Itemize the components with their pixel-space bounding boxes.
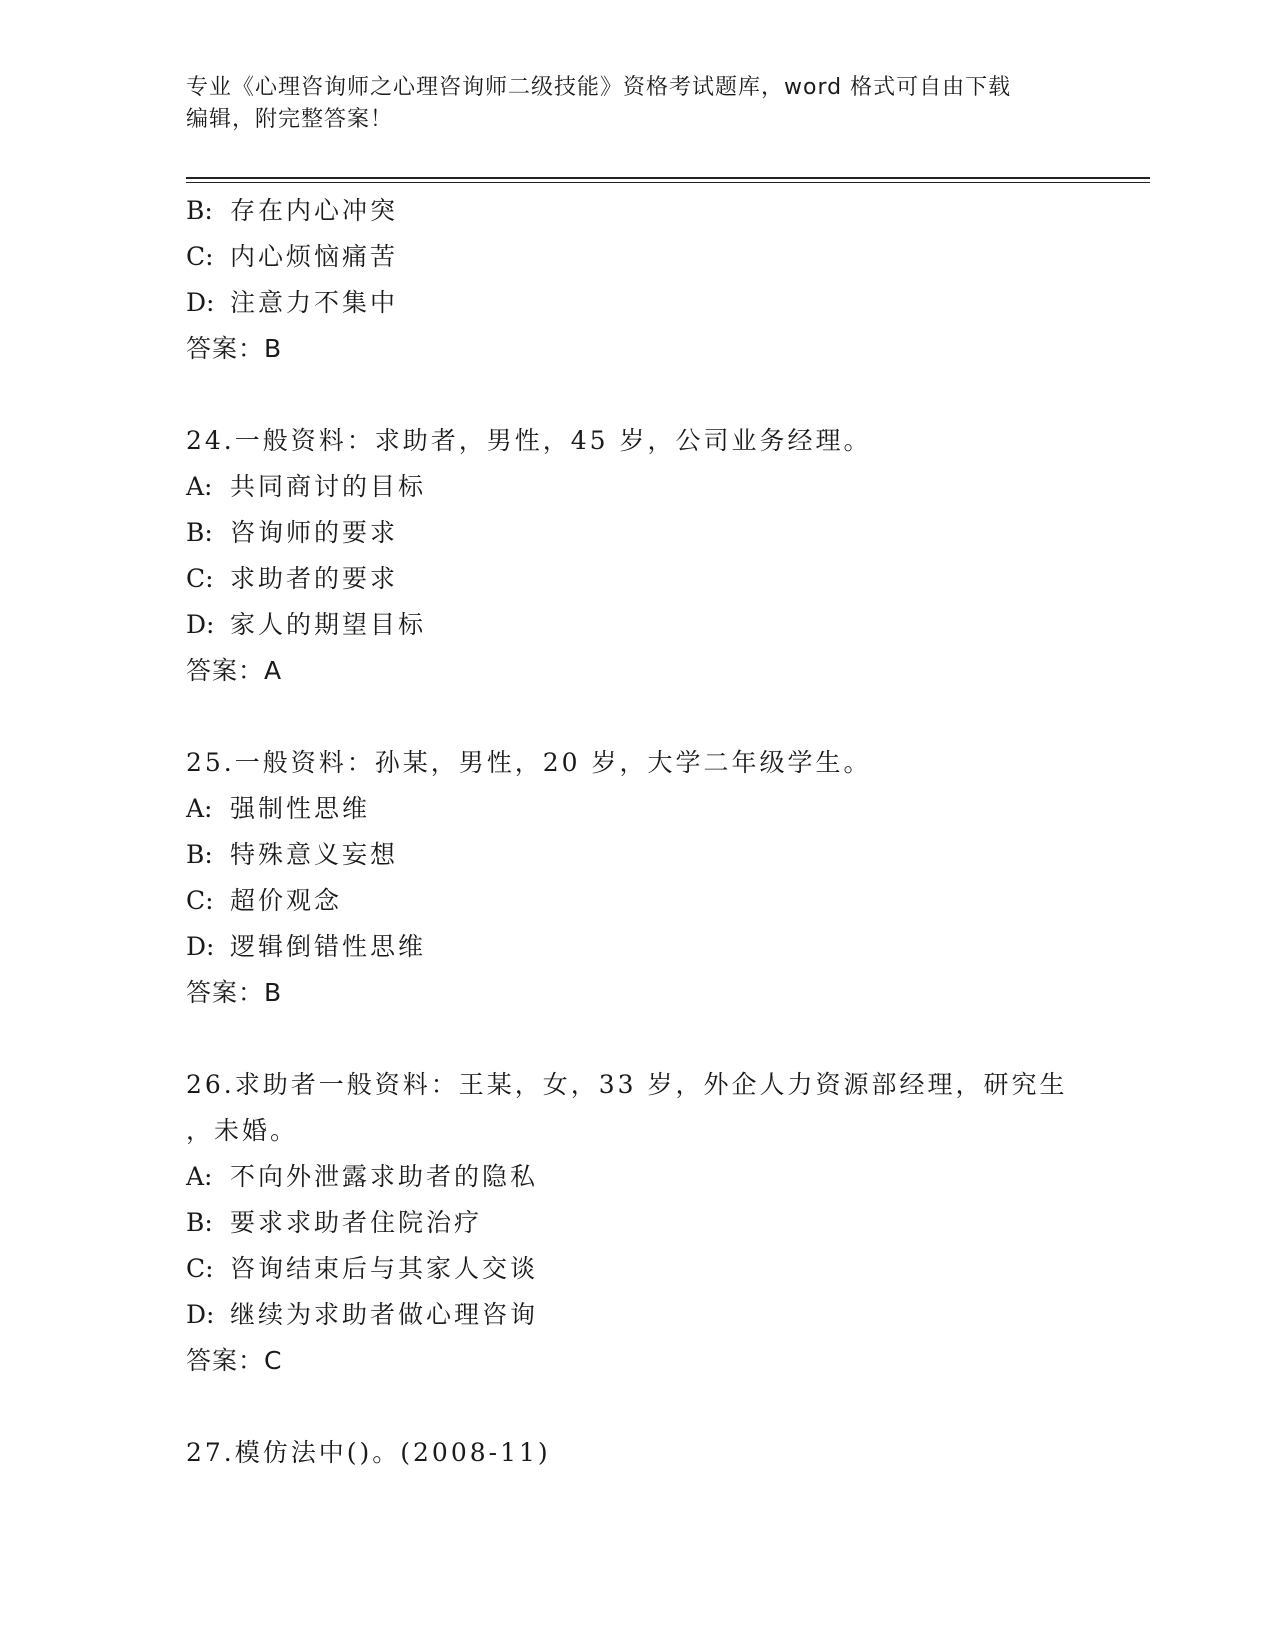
question-block-25 <box>186 740 1150 1016</box>
option-key: A: <box>186 1162 213 1191</box>
option-row <box>186 510 1150 556</box>
option-row <box>186 464 1150 510</box>
option-text: 不向外泄露求助者的隐私 <box>230 1162 539 1191</box>
option-text: 超价观念 <box>230 886 343 915</box>
option-key: C: <box>186 886 214 915</box>
option-row <box>186 188 1150 234</box>
spacer <box>186 1016 1150 1062</box>
question-stem: 27.模仿法中()。(2008-11) <box>186 1438 551 1467</box>
option-row <box>186 1292 1150 1338</box>
option-key: B: <box>186 518 213 547</box>
option-row <box>186 602 1150 648</box>
option-text: 内心烦恼痛苦 <box>230 242 399 271</box>
option-row <box>186 924 1150 970</box>
option-key: D: <box>186 932 215 961</box>
question-stem: 24.一般资料：求助者，男性，45 岁，公司业务经理。 <box>186 426 872 455</box>
option-key: C: <box>186 242 214 271</box>
answer-label: 答案：A <box>186 656 283 685</box>
spacer <box>186 694 1150 740</box>
header-divider-thin <box>186 182 1150 183</box>
option-row <box>186 878 1150 924</box>
option-row <box>186 832 1150 878</box>
option-key: B: <box>186 1208 213 1237</box>
option-key: D: <box>186 1300 215 1329</box>
option-row <box>186 1200 1150 1246</box>
question-block-27 <box>186 1430 1150 1476</box>
header-title-line-2: 编辑，附完整答案！ <box>186 107 394 132</box>
answer-label: 答案：B <box>186 334 283 363</box>
option-text: 特殊意义妄想 <box>230 840 399 869</box>
question-block-23-continued <box>186 188 1150 372</box>
option-row <box>186 1154 1150 1200</box>
option-text: 强制性思维 <box>230 794 371 823</box>
option-text: 注意力不集中 <box>230 288 399 317</box>
option-key: C: <box>186 564 214 593</box>
question-stem-line-2: ，未婚。 <box>186 1116 299 1145</box>
header-divider-thick <box>186 177 1150 179</box>
question-stem: 25.一般资料：孙某，男性，20 岁，大学二年级学生。 <box>186 748 872 777</box>
question-block-26 <box>186 1062 1150 1384</box>
spacer <box>186 372 1150 418</box>
answer-label: 答案：C <box>186 1346 283 1375</box>
header-title-line-1: 专业《心理咨询师之心理咨询师二级技能》资格考试题库，word 格式可自由下载 <box>186 75 1012 100</box>
option-text: 共同商讨的目标 <box>230 472 427 501</box>
option-text: 存在内心冲突 <box>230 196 399 225</box>
option-key: A: <box>186 472 213 501</box>
question-block-24 <box>186 418 1150 694</box>
option-text: 逻辑倒错性思维 <box>230 932 427 961</box>
option-key: A: <box>186 794 213 823</box>
answer-label: 答案：B <box>186 978 283 1007</box>
question-stem-line-1: 26.求助者一般资料：王某，女，33 岁，外企人力资源部经理，研究生 <box>186 1070 1068 1099</box>
option-text: 咨询师的要求 <box>230 518 399 547</box>
option-row <box>186 786 1150 832</box>
option-key: D: <box>186 610 215 639</box>
option-row <box>186 1246 1150 1292</box>
option-row <box>186 234 1150 280</box>
option-row <box>186 280 1150 326</box>
option-key: B: <box>186 196 213 225</box>
question-list <box>186 188 1150 1476</box>
option-key: D: <box>186 288 215 317</box>
option-key: B: <box>186 840 213 869</box>
option-text: 咨询结束后与其家人交谈 <box>230 1254 539 1283</box>
option-row <box>186 556 1150 602</box>
option-key: C: <box>186 1254 214 1283</box>
document-header <box>186 72 1066 136</box>
option-text: 求助者的要求 <box>230 564 399 593</box>
option-text: 继续为求助者做心理咨询 <box>230 1300 539 1329</box>
option-text: 家人的期望目标 <box>230 610 427 639</box>
option-text: 要求求助者住院治疗 <box>230 1208 483 1237</box>
spacer <box>186 1384 1150 1430</box>
